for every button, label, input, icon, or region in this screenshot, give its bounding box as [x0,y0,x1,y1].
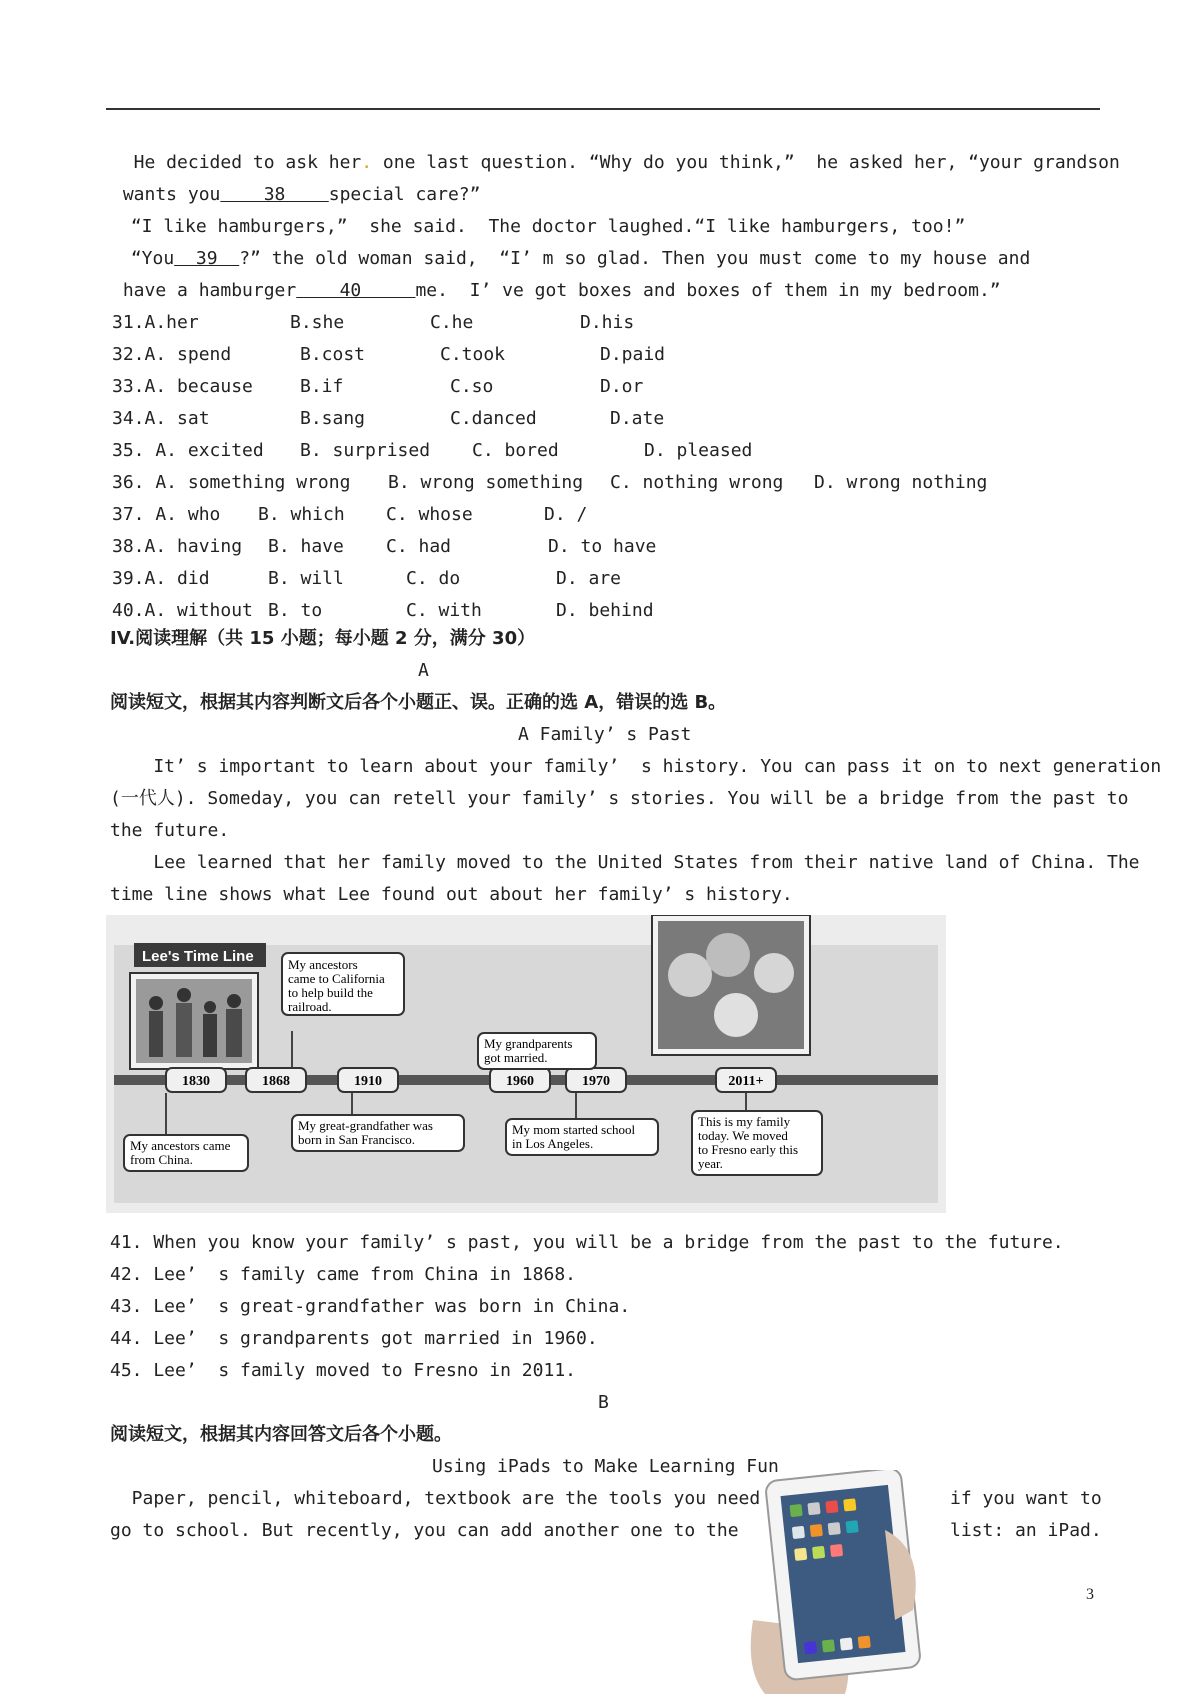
question-37-option-a: 37. A. who [112,504,221,525]
question-36-option-b: B. wrong something [388,472,584,493]
question-37-option-c: C. whose [386,504,473,525]
title-b: Using iPads to Make Learning Fun [432,1456,779,1477]
question-32-option-d: D.paid [600,344,666,365]
family-timeline-figure [106,915,946,1213]
para-b-line1-right: if you want to [950,1488,1102,1509]
question-40-option-a: 40.A. without [112,600,253,621]
question-34-option-a: 34.A. sat [112,408,210,429]
instruction-a: 阅读短文，根据其内容判断文后各个小题正、误。正确的选 A，错误的选 B。 [110,692,727,713]
question-32-option-a: 32.A. spend [112,344,232,365]
para-a1-line1: It’ s important to learn about your family’ s history. You can pass it on to next generation [110,756,1162,777]
question-35-option-a: 35. A. excited [112,440,264,461]
question-35-option-c: C. bored [472,440,559,461]
blank-39: 39 [174,248,240,269]
para-a1-line3: the future. [110,820,230,841]
question-39-option-d: D. are [556,568,622,589]
family-photo [652,915,810,1055]
question-34-option-d: D.ate [610,408,665,429]
para-b-line2-right: list: an iPad. [950,1520,1102,1541]
svg-text:My mom started school: My mom started school [512,1122,636,1137]
svg-text:to Fresno early this: to Fresno early this [698,1142,799,1157]
passage-line-2: wants you 38 special care?” [112,184,481,205]
svg-text:came to California: came to California [288,971,385,986]
question-39-option-a: 39.A. did [112,568,210,589]
timeline-title: Lee's Time Line [142,948,254,965]
question-38-option-d: D. to have [548,536,657,557]
svg-text:This is my family: This is my family [698,1114,791,1129]
question-31-option-b: B.she [290,312,345,333]
question-33-option-a: 33.A. because [112,376,253,397]
question-31-option-d: D.his [580,312,635,333]
svg-text:born in San Francisco.: born in San Francisco. [298,1132,415,1147]
year-label: 2011+ [728,1074,764,1089]
question-32-option-c: C.took [440,344,506,365]
svg-text:got married.: got married. [484,1050,548,1065]
year-label: 1868 [262,1074,290,1089]
passage-line-1: He decided to ask her. one last question. “Why do you think,” he asked her, “your grandson [112,152,1120,173]
question-34-option-b: B.sang [300,408,366,429]
svg-text:My grandparents: My grandparents [484,1036,573,1051]
question-41: 41. When you know your family’ s past, you will be a bridge from the past to the future. [110,1232,1064,1253]
question-42: 42. Lee’ s family came from China in 1868. [110,1264,576,1285]
question-36-option-d: D. wrong nothing [814,472,988,493]
svg-text:in Los Angeles.: in Los Angeles. [512,1136,594,1151]
header-rule [106,108,1100,110]
title-a: A Family’ s Past [518,724,692,745]
year-label: 1830 [182,1074,210,1089]
blank-38: 38 [220,184,329,205]
year-label: 1970 [582,1074,610,1089]
svg-text:year.: year. [698,1156,723,1171]
question-31-option-c: C.he [430,312,474,333]
svg-text:My ancestors: My ancestors [288,957,358,972]
passage-line-4: “You 39 ?” the old woman said, “I’ m so glad. Then you must come to my house and [120,248,1031,269]
question-35-option-d: D. pleased [644,440,753,461]
question-34-option-c: C.danced [450,408,537,429]
svg-text:My ancestors came: My ancestors came [130,1138,231,1153]
svg-text:today. We moved: today. We moved [698,1128,788,1143]
question-33-option-b: B.if [300,376,344,397]
page-number: 3 [1086,1586,1094,1603]
question-40-option-d: D. behind [556,600,654,621]
passage-line-5: have a hamburger 40 me. I’ ve got boxes and boxes of them in my bedroom.” [112,280,1001,301]
question-33-option-c: C.so [450,376,494,397]
para-a1-line2: (一代人). Someday, you can retell your family’ s stories. You will be a bridge from the past to [110,788,1129,809]
svg-text:railroad.: railroad. [288,999,332,1014]
instruction-b: 阅读短文，根据其内容回答文后各个小题。 [110,1424,452,1445]
para-a2-line2: time line shows what Lee found out about her family’ s history. [110,884,793,905]
note-ancestors-california [282,953,404,1015]
svg-text:to help build the: to help build the [288,985,373,1000]
question-33-option-d: D.or [600,376,644,397]
para-b-line2-left: go to school. But recently, you can add another one to the [110,1520,739,1541]
note-great-grandfather [292,1115,464,1151]
question-43: 43. Lee’ s great-grandfather was born in China. [110,1296,631,1317]
question-31-option-a: 31.A.her [112,312,199,333]
question-36-option-a: 36. A. something wrong [112,472,351,493]
section-heading: IV.阅读理解（共 15 小题；每小题 2 分，满分 30） [110,628,536,649]
question-39-option-c: C. do [406,568,461,589]
passage-line-3: “I like hamburgers,” she said. The doctor laughed.“I like hamburgers, too!” [120,216,966,237]
svg-text:My great-grandfather was: My great-grandfather was [298,1118,433,1133]
question-35-option-b: B. surprised [300,440,431,461]
question-39-option-b: B. will [268,568,344,589]
para-a2-line1: Lee learned that her family moved to the United States from their native land of China. The [110,852,1140,873]
svg-text:from China.: from China. [130,1152,193,1167]
part-b-label: B [598,1392,609,1413]
note-family-today [692,1111,822,1175]
question-36-option-c: C. nothing wrong [610,472,784,493]
question-38-option-a: 38.A. having [112,536,243,557]
year-label: 1960 [506,1074,534,1089]
part-a-label: A [418,660,429,681]
question-45: 45. Lee’ s family moved to Fresno in 2011. [110,1360,576,1381]
question-40-option-b: B. to [268,600,323,621]
year-label: 1910 [354,1074,382,1089]
note-from-china [124,1135,248,1171]
question-32-option-b: B.cost [300,344,366,365]
question-38-option-c: C. had [386,536,452,557]
note-mom-school [506,1119,658,1155]
ancestors-photo [130,973,258,1069]
question-37-option-d: D. / [544,504,588,525]
note-grandparents [478,1033,596,1069]
question-44: 44. Lee’ s grandparents got married in 1960. [110,1328,598,1349]
ipad-image [735,1470,925,1694]
para-b-line1-left: Paper, pencil, whiteboard, textbook are the tools you need [110,1488,761,1509]
question-38-option-b: B. have [268,536,344,557]
question-40-option-c: C. with [406,600,482,621]
question-37-option-b: B. which [258,504,345,525]
blank-40: 40 [296,280,416,301]
